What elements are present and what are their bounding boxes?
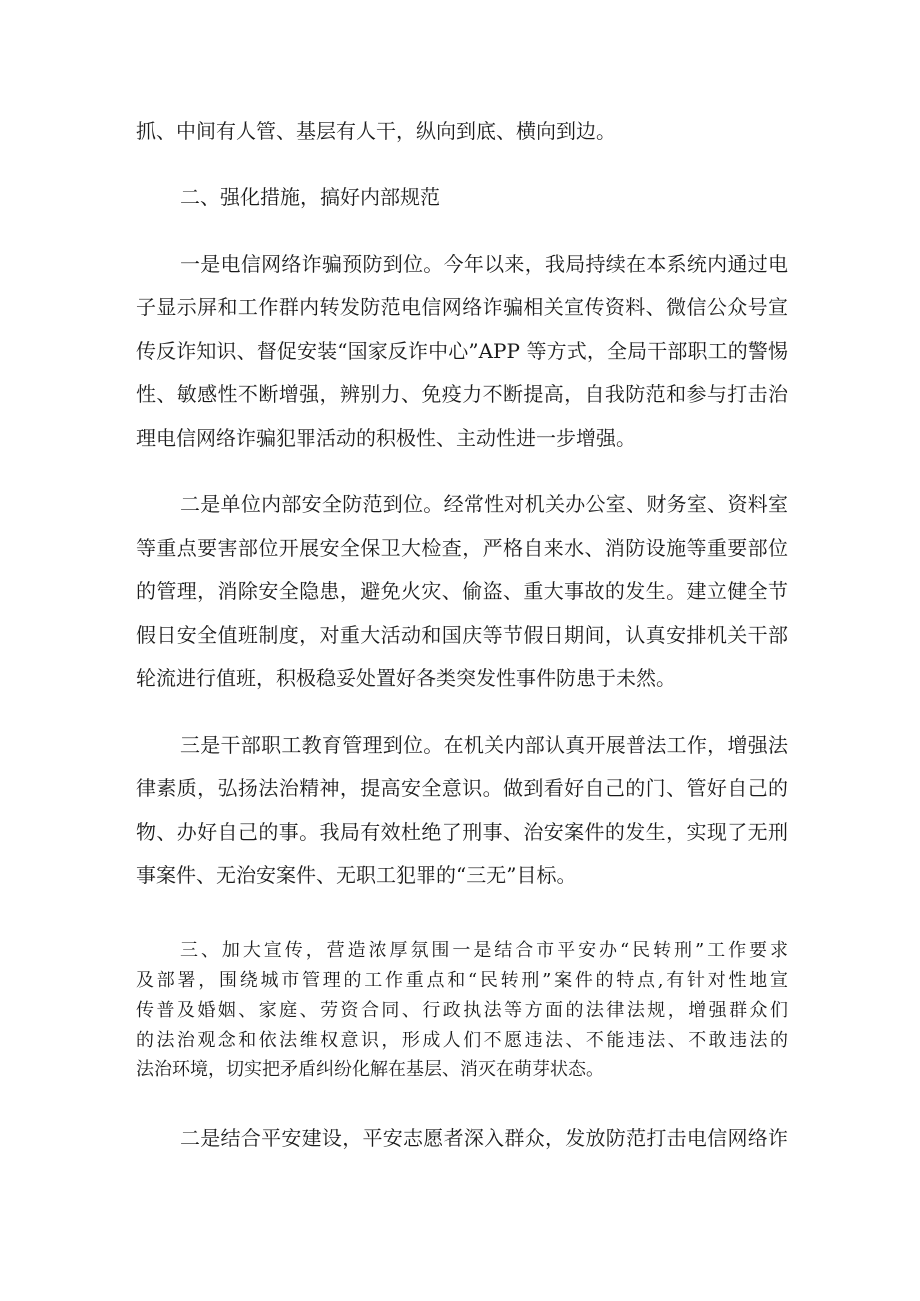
paragraph-line: 的法治观念和依法维权意识，形成人们不愿违法、不能违法、不敢违法的 <box>136 1030 788 1051</box>
paragraph-line: 事案件、无治安案件、无职工犯罪的“三无”目标。 <box>136 863 577 887</box>
paragraph-line: 二是单位内部安全防范到位。经常性对机关办公室、财务室、资料室 <box>180 492 788 516</box>
paragraph-line: 传普及婚姻、家庭、劳资合同、行政执法等方面的法律法规，增强群众们 <box>136 1000 788 1021</box>
paragraph-line: 二是结合平安建设，平安志愿者深入群众，发放防范打击电信网络诈 <box>180 1126 788 1150</box>
paragraph-line: 三、加大宣传，营造浓厚氛围一是结合市平安办“民转刑”工作要求 <box>180 940 788 961</box>
paragraph-line: 轮流进行值班，积极稳妥处置好各类突发性事件防患于未然。 <box>136 666 676 690</box>
paragraph-line: 等重点要害部位开展安全保卫大检查，严格自来水、消防设施等重要部位 <box>136 536 788 560</box>
paragraph-line: 的管理，消除安全隐患，避免火灾、偷盗、重大事故的发生。建立健全节 <box>136 579 788 603</box>
paragraph-line: 物、办好自己的事。我局有效杜绝了刑事、治安案件的发生，实现了无刑 <box>136 820 788 844</box>
paragraph-line: 子显示屏和工作群内转发防范电信网络诈骗相关宣传资料、微信公众号宣 <box>136 295 788 319</box>
paragraph-line: 抓、中间有人管、基层有人干，纵向到底、横向到边。 <box>136 119 616 143</box>
paragraph-line: 性、敏感性不断增强，辨别力、免疫力不断提高，自我防范和参与打击治 <box>136 382 788 406</box>
paragraph-line: 三是干部职工教育管理到位。在机关内部认真开展普法工作，增强法 <box>180 733 788 757</box>
paragraph-line: 理电信网络诈骗犯罪活动的积极性、主动性进一步增强。 <box>136 426 636 450</box>
paragraph-line: 法治环境，切实把矛盾纠纷化解在基层、消灭在萌芽状态。 <box>136 1059 604 1080</box>
paragraph-line: 传反诈知识、督促安装“国家反诈中心”APP 等方式，全局干部职工的警惕 <box>136 339 788 363</box>
paragraph-line: 及部署，围绕城市管理的工作重点和“民转刑”案件的特点,有针对性地宣 <box>136 970 788 991</box>
section-heading: 二、强化措施，搞好内部规范 <box>180 185 440 209</box>
paragraph-line: 假日安全值班制度，对重大活动和国庆等节假日期间，认真安排机关干部 <box>136 623 788 647</box>
paragraph-line: 一是电信网络诈骗预防到位。今年以来，我局持续在本系统内通过电 <box>180 252 788 276</box>
paragraph-line: 律素质，弘扬法治精神，提高安全意识。做到看好自己的门、管好自己的 <box>136 776 788 800</box>
